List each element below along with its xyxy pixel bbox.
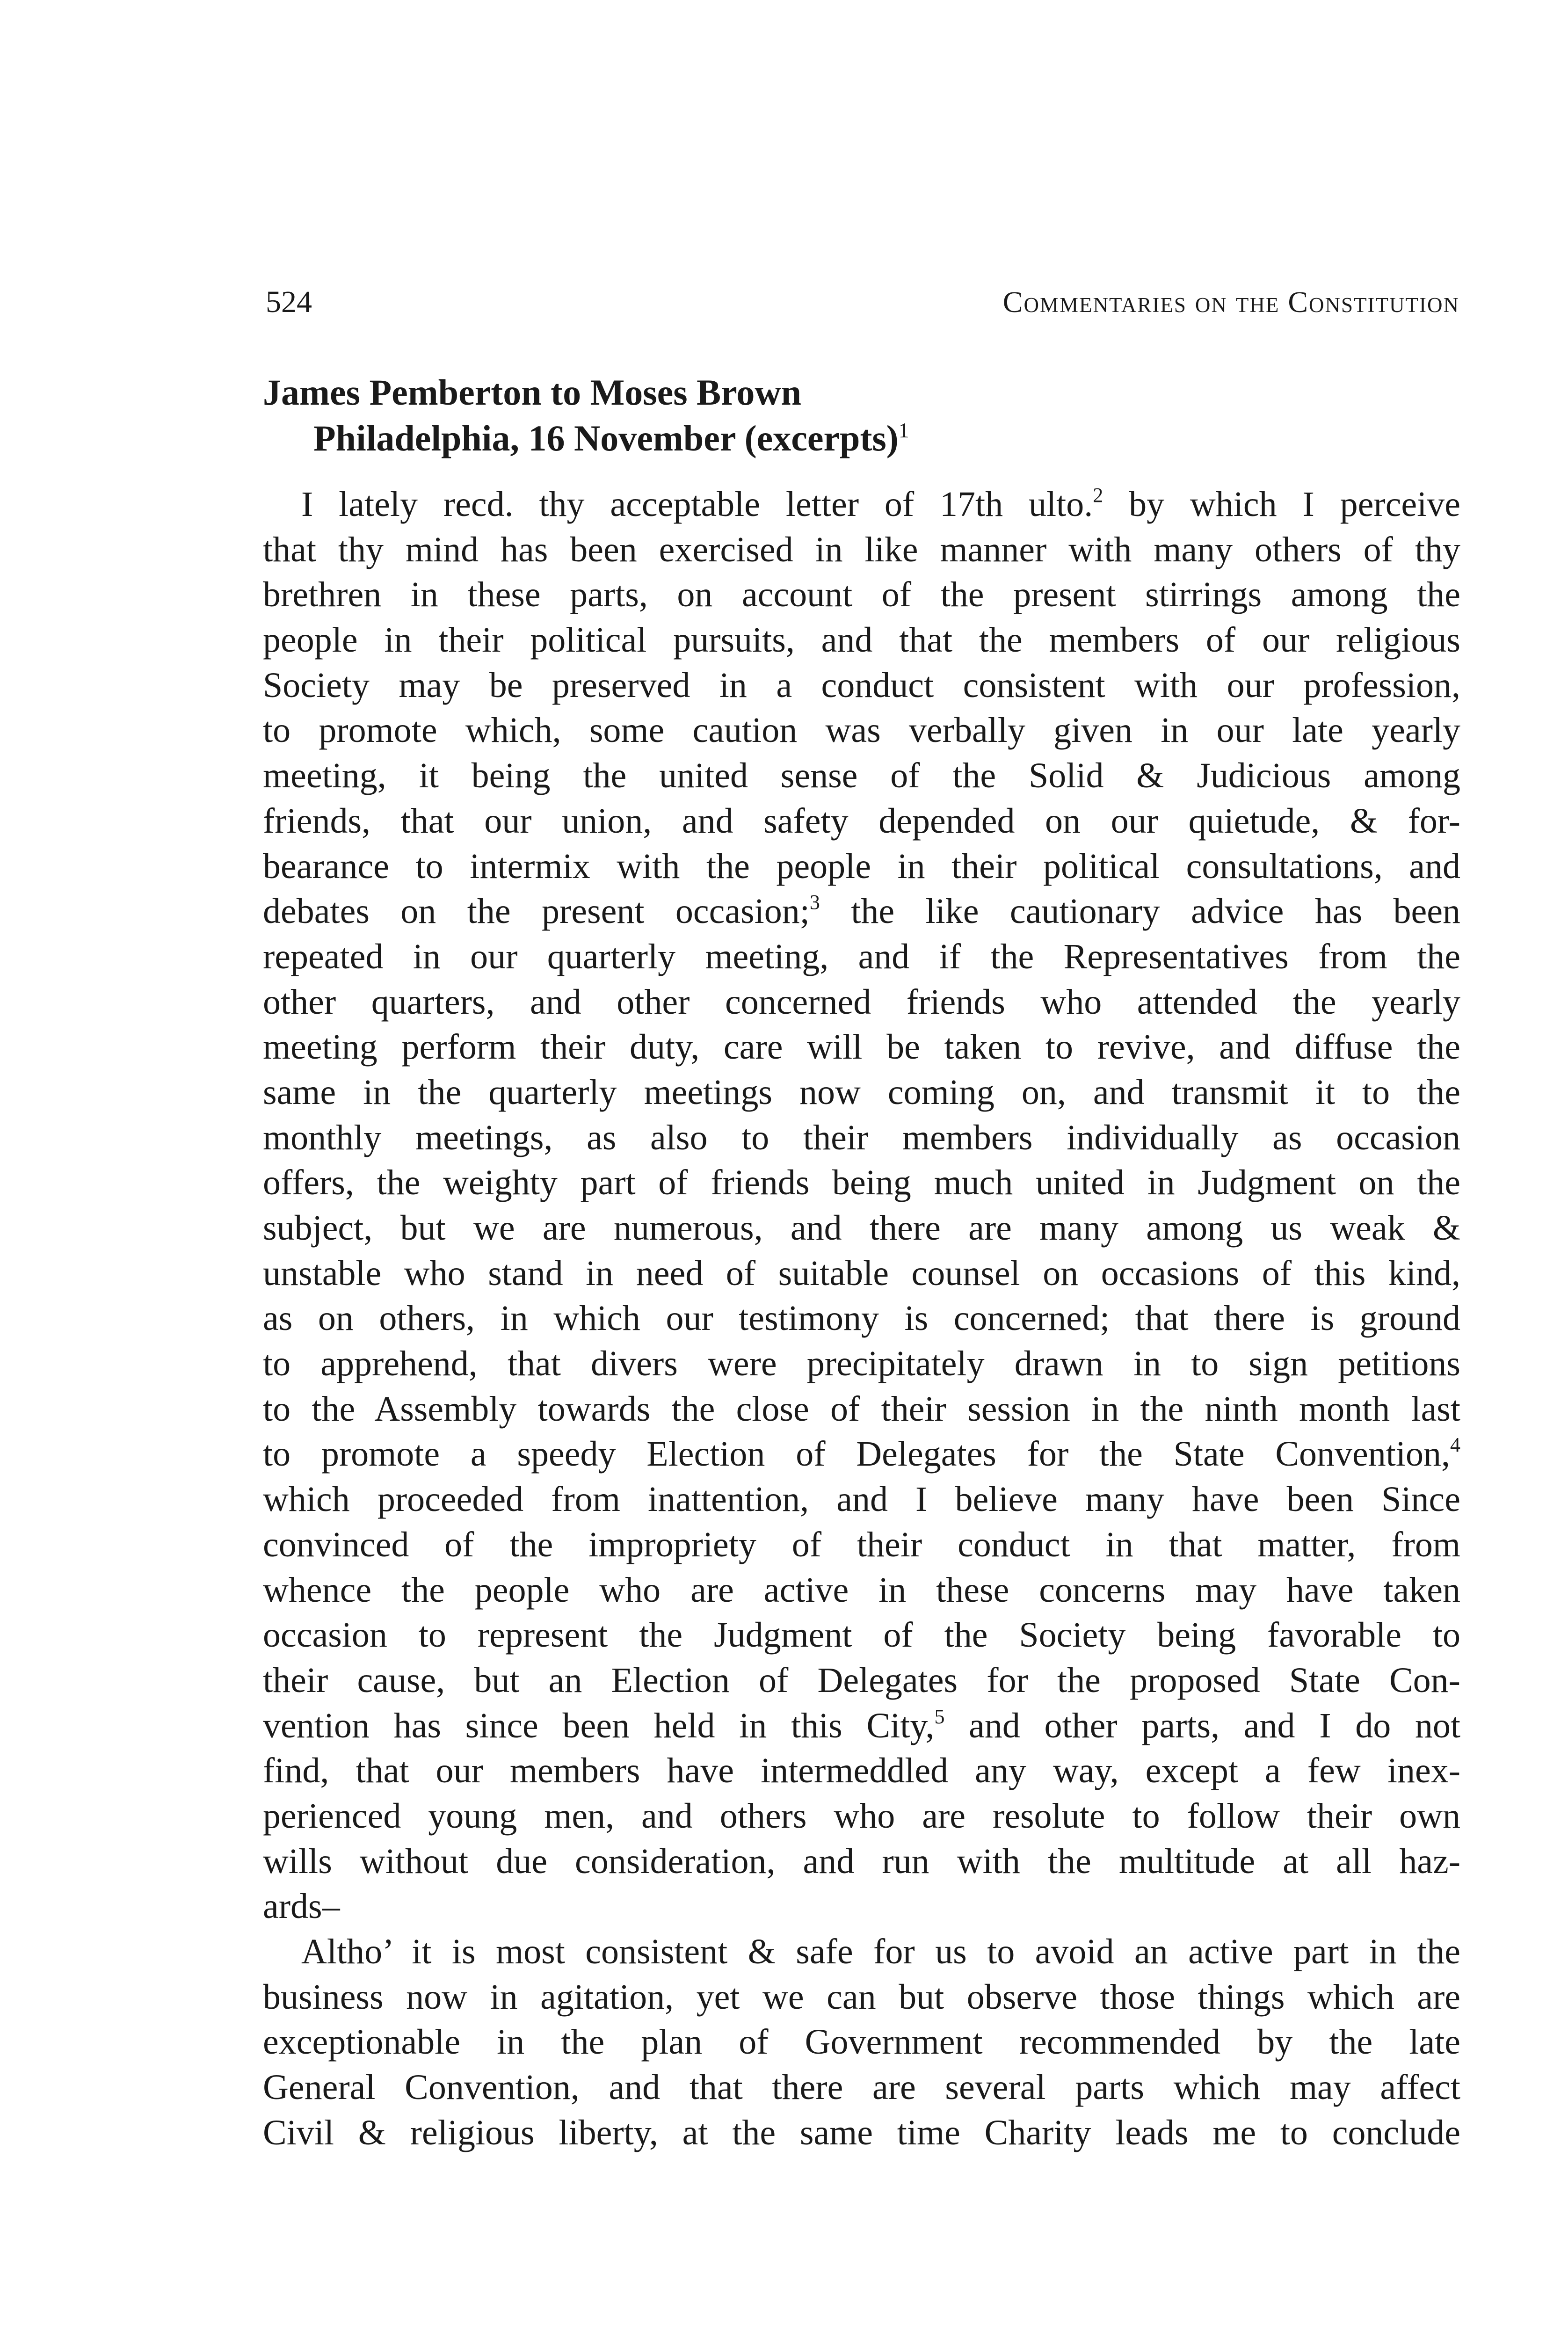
footnote-marker: 2 [1093,484,1103,507]
text-line: to apprehend, that divers were precipitately drawn in to sign petitions [263,1344,1460,1384]
text-line: General Convention, and that there are several parts which may affect [263,2068,1460,2107]
footnote-marker: 4 [1450,1433,1460,1457]
text-line: occasion to represent the Judgment of the Society being favorable to [263,1615,1460,1655]
text-line: Altho’ it is most consistent & safe for us to avoid an active part in the [301,1932,1460,1971]
text-line: I lately recd. thy acceptable letter of 17th ulto.$^2$ by which I perceive [301,484,1461,524]
text-line: convinced of the impropriety of their conduct in that matter, from [263,1525,1460,1564]
heading-correspondents: James Pemberton to Moses Brown [263,372,802,413]
text-line: other quarters, and other concerned friends who attended the yearly [263,982,1460,1022]
text-line: offers, the weighty part of friends being much united in Judgment on the [263,1163,1460,1203]
text-line: meeting, it being the united sense of the Solid & Judicious among [263,756,1460,796]
footnote-marker: 1 [898,418,909,442]
text-line: repeated in our quarterly meeting, and if the Representatives from the [263,937,1460,976]
text-line: vention has since been held in this City,$^5$ and other parts, and I do not [263,1705,1461,1745]
text-line: same in the quarterly meetings now coming on, and transmit it to the [263,1072,1460,1112]
text-line: unstable who stand in need of suitable counsel on occasions of this kind, [263,1253,1460,1293]
text-line: whence the people who are active in these concerns may have taken [263,1570,1460,1610]
text-line: Civil & religious liberty, at the same time Charity leads me to conclude [263,2113,1460,2152]
text-line: to promote which, some caution was verbally given in our late yearly [263,711,1460,750]
text-line: perienced young men, and others who are resolute to follow their own [263,1796,1460,1836]
letter-heading [263,370,1460,461]
text-line: which proceeded from inattention, and I believe many have been Since [263,1480,1460,1519]
heading-place-date-text: Philadelphia, 16 November (excerpts) [313,418,899,458]
text-line: that thy mind has been exercised in like manner with many others of thy [263,530,1460,569]
text-line: Society may be preserved in a conduct consistent with our profession, [263,665,1460,705]
text-line: friends, that our union, and safety depended on our quietude, & for- [263,801,1460,841]
text-line: exceptionable in the plan of Government recommended by the late [263,2022,1460,2062]
heading-place-date [263,415,1460,461]
running-head [266,274,1459,330]
text-line: subject, but we are numerous, and there are many among us weak & [263,1208,1460,1248]
text-line: meeting perform their duty, care will be taken to revive, and diffuse the [263,1027,1460,1067]
footnote-marker: 5 [934,1705,945,1728]
text-line: people in their political pursuits, and that the members of our religious [263,620,1460,660]
text-line: ards– [263,1887,340,1926]
text-line: brethren in these parts, on account of the present stirrings among the [263,575,1460,615]
text-line: business now in agitation, yet we can but observe those things which are [263,1977,1460,2017]
text-line: to the Assembly towards the close of their session in the ninth month last [263,1389,1460,1429]
text-line: to promote a speedy Election of Delegates for the State Convention,$^4$ [263,1433,1460,1474]
page-number: 524 [266,285,312,319]
text-line: find, that our members have intermeddled any way, except a few inex- [263,1751,1460,1791]
text-line: wills without due consideration, and run with the multitude at all haz- [263,1841,1460,1881]
footnote-marker: 3 [809,891,820,914]
running-title: Commentaries on the Constitution [1002,285,1459,319]
text-line: as on others, in which our testimony is concerned; that there is ground [263,1299,1460,1338]
letter-body [263,482,1460,2155]
text-line: monthly meetings, as also to their members individually as occasion [263,1118,1460,1157]
text-line: bearance to intermix with the people in their political consultations, and [263,846,1460,886]
text-line: their cause, but an Election of Delegates for the proposed State Con- [263,1660,1460,1700]
text-line: debates on the present occasion;$^3$ the like cautionary advice has been [263,891,1460,931]
